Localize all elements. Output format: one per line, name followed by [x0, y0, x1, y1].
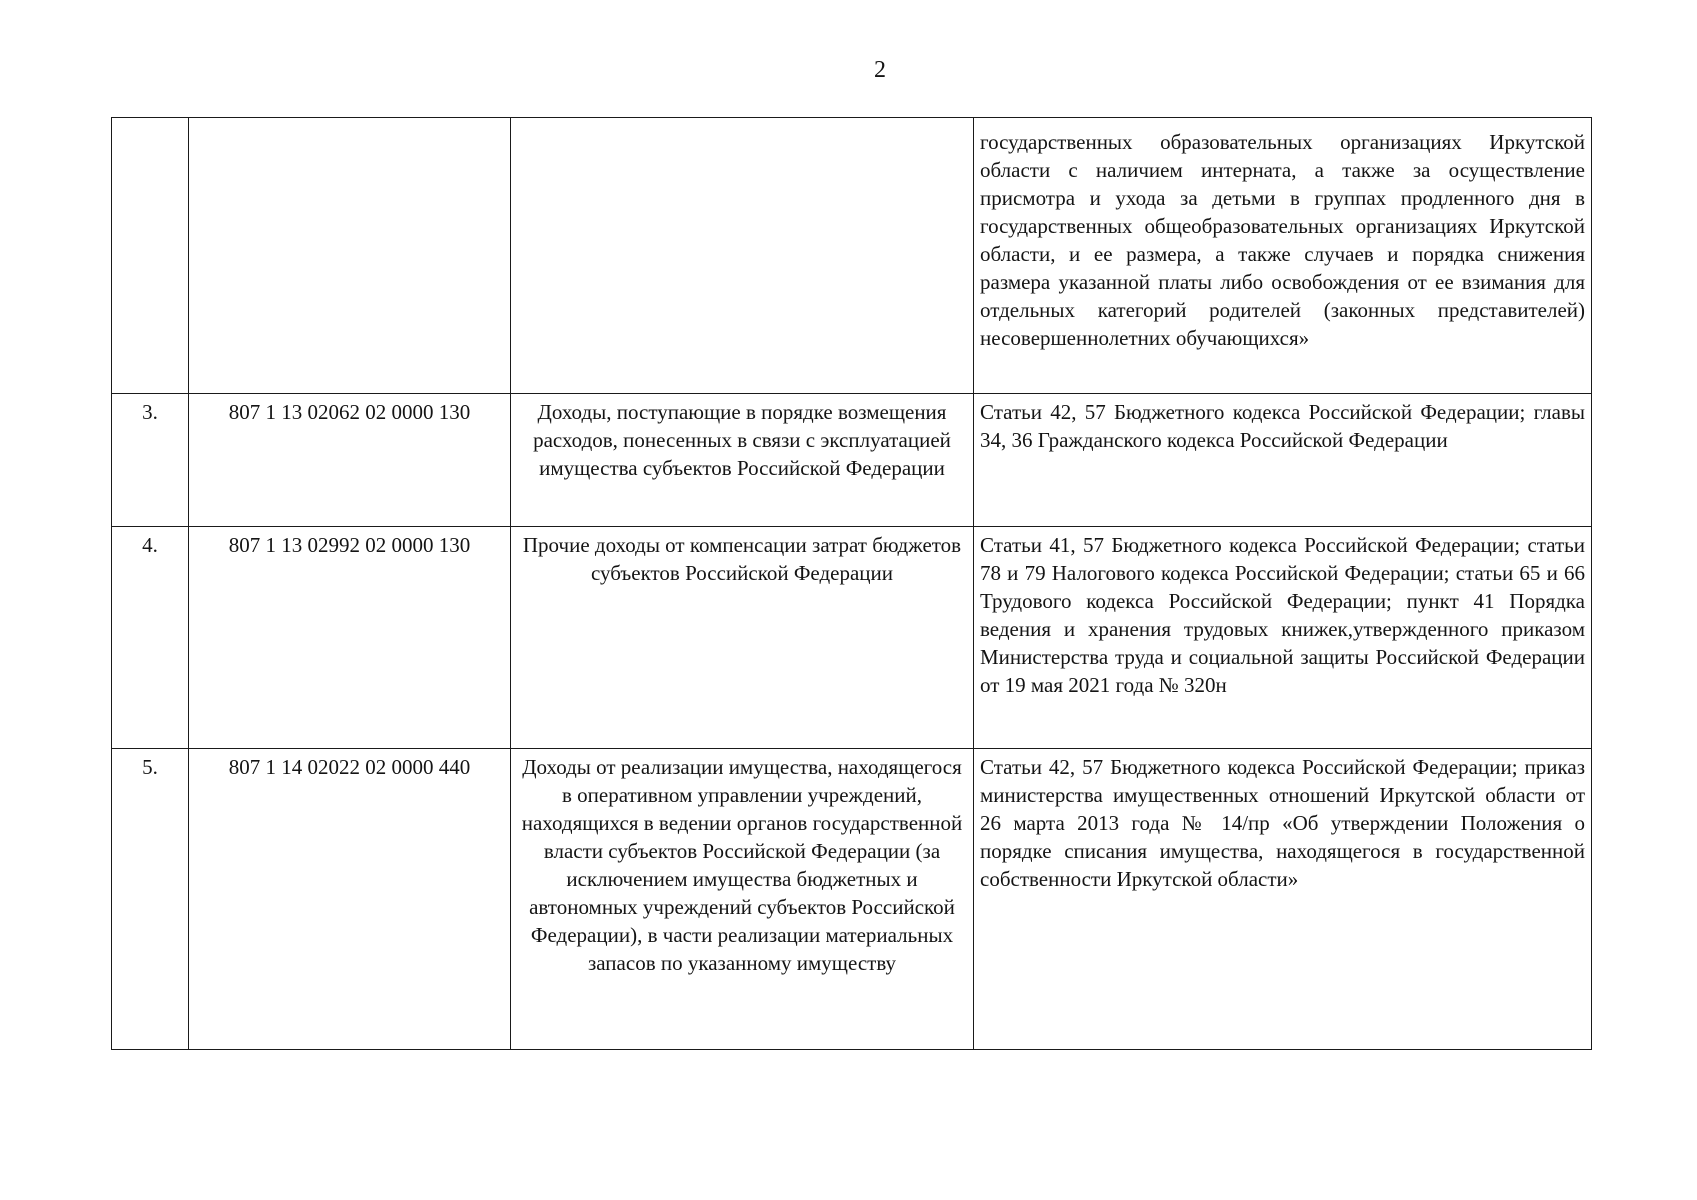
legal-basis: Статьи 42, 57 Бюджетного кодекса Российской Федерации; главы 34, 36 Гражданского кодекса Российской Федерации: [974, 394, 1592, 527]
legal-basis: Статьи 42, 57 Бюджетного кодекса Российской Федерации; приказ министерства имущественных отношений Иркутской области от 26 марта 2013 года № 14/пр «Об утверждении Положения о порядке списания имущества, находящегося в государственной собственности Иркутской области»: [974, 749, 1592, 1050]
revenue-name: [511, 118, 974, 394]
revenue-name: Прочие доходы от компенсации затрат бюджетов субъектов Российской Федерации: [511, 527, 974, 749]
budget-code: 807 1 14 02022 02 0000 440: [189, 749, 511, 1050]
budget-code: [189, 118, 511, 394]
table-row: [112, 749, 1592, 1050]
table-row: [112, 527, 1592, 749]
row-number: [112, 118, 189, 394]
legal-basis: Статьи 41, 57 Бюджетного кодекса Российской Федерации; статьи 78 и 79 Налогового кодекса Российской Федерации; статьи 65 и 66 Трудового кодекса Российской Федерации; пункт 41 Порядка ведения и хранения трудовых книжек,утвержденного приказом Министерства труда и социальной защиты Российской Федерации от 19 мая 2021 года № 320н: [974, 527, 1592, 749]
revenue-table: [111, 117, 1592, 1050]
row-number: 4.: [112, 527, 189, 749]
budget-code: 807 1 13 02992 02 0000 130: [189, 527, 511, 749]
table-row: [112, 394, 1592, 527]
revenue-name: Доходы, поступающие в порядке возмещения расходов, понесенных в связи с эксплуатацией имущества субъектов Российской Федерации: [511, 394, 974, 527]
page-number: 2: [874, 57, 886, 83]
row-number: 5.: [112, 749, 189, 1050]
legal-basis: государственных образовательных организациях Иркутской области с наличием интерната, а также за осуществление присмотра и ухода за детьми в группах продленного дня в государственных общеобразовательных организациях Иркутской области, и ее размера, а также случаев и порядка снижения размера указанной платы либо освобождения от ее взимания для отдельных категорий родителей (законных представителей) несовершеннолетних обучающихся»: [974, 118, 1592, 394]
table-row: [112, 118, 1592, 394]
budget-code: 807 1 13 02062 02 0000 130: [189, 394, 511, 527]
row-number: 3.: [112, 394, 189, 527]
revenue-name: Доходы от реализации имущества, находящегося в оперативном управлении учреждений, находящихся в ведении органов государственной власти субъектов Российской Федерации (за исключением имущества бюджетных и автономных учреждений субъектов Российской Федерации), в части реализации материальных запасов по указанному имуществу: [511, 749, 974, 1050]
